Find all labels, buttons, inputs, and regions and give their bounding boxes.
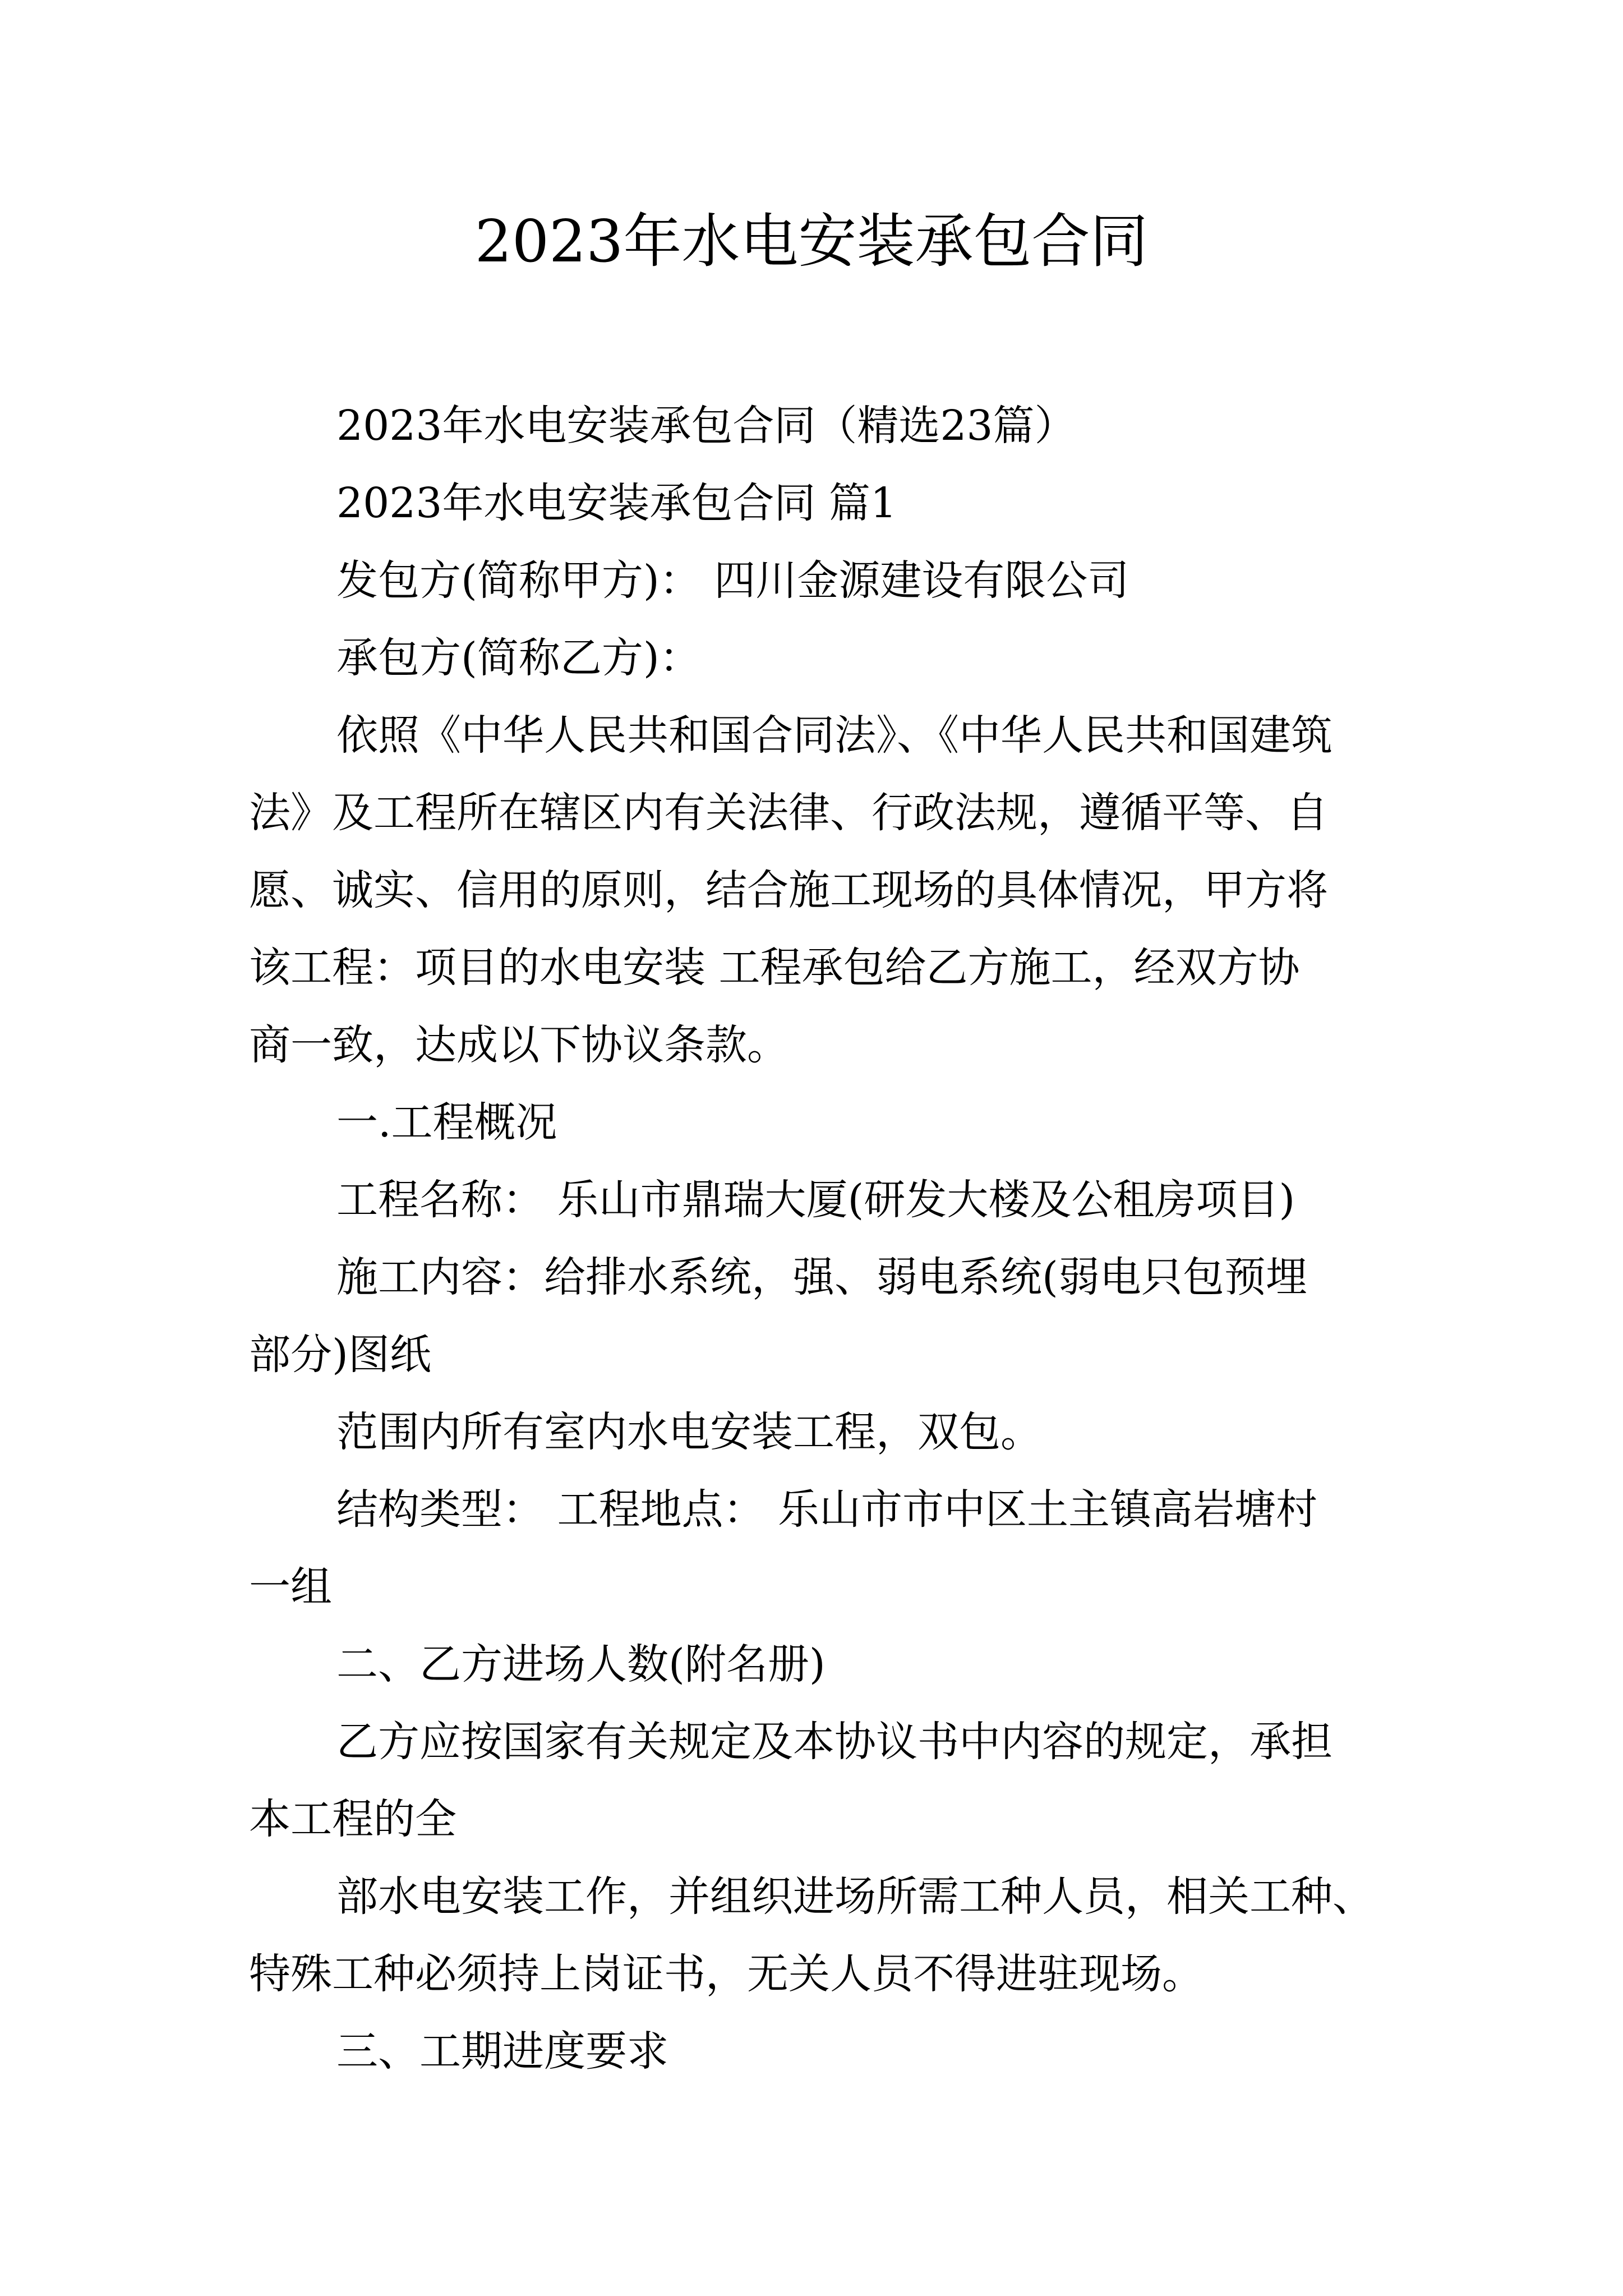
- paragraph-line: 2023年水电安装承包合同（精选23篇）: [336, 402, 1076, 450]
- paragraph-line: 范围内所有室内水电安装工程，双包。: [336, 1408, 1042, 1456]
- paragraph-line: 商一致，达成以下协议条款。: [249, 1021, 789, 1069]
- section-heading: 二、乙方进场人数(附名册): [336, 1640, 826, 1688]
- paragraph-line: 乙方应按国家有关规定及本协议书中内容的规定，承担: [336, 1718, 1332, 1766]
- section-heading: 一.工程概况: [336, 1098, 557, 1147]
- paragraph-line: 本工程的全: [249, 1795, 457, 1843]
- paragraph-line: 发包方(简称甲方)： 四川金源建设有限公司: [336, 556, 1129, 605]
- paragraph-line: 特殊工种必须持上岗证书，无关人员不得进驻现场。: [249, 1950, 1204, 1998]
- paragraph-line: 依照《中华人民共和国合同法》、《中华人民共和国建筑: [336, 711, 1332, 760]
- paragraph-line: 该工程：项目的水电安装 工程承包给乙方施工，经双方协: [249, 944, 1300, 992]
- paragraph-line: 部水电安装工作，并组织进场所需工种人员，相关工种、: [336, 1872, 1374, 1921]
- paragraph-line: 施工内容：给排水系统，强、弱电系统(弱电只包预埋: [336, 1253, 1307, 1301]
- paragraph-line: 工程名称： 乐山市鼎瑞大厦(研发大楼及公租房项目): [336, 1176, 1295, 1224]
- paragraph-line: 2023年水电安装承包合同 篇1: [336, 479, 897, 527]
- paragraph-line: 结构类型： 工程地点： 乐山市市中区土主镇高岩塘村: [336, 1485, 1318, 1534]
- paragraph-line: 承包方(简称乙方)：: [336, 634, 701, 682]
- paragraph-line: 一组: [249, 1563, 332, 1611]
- section-heading: 三、工期进度要求: [336, 2027, 668, 2076]
- paragraph-line: 部分)图纸: [249, 1331, 431, 1379]
- document-title: 2023年水电安装承包合同: [474, 207, 1149, 275]
- paragraph-line: 愿、诚实、信用的原则，结合施工现场的具体情况，甲方将: [249, 866, 1328, 914]
- paragraph-line: 法》及工程所在辖区内有关法律、行政法规，遵循平等、自: [249, 789, 1328, 837]
